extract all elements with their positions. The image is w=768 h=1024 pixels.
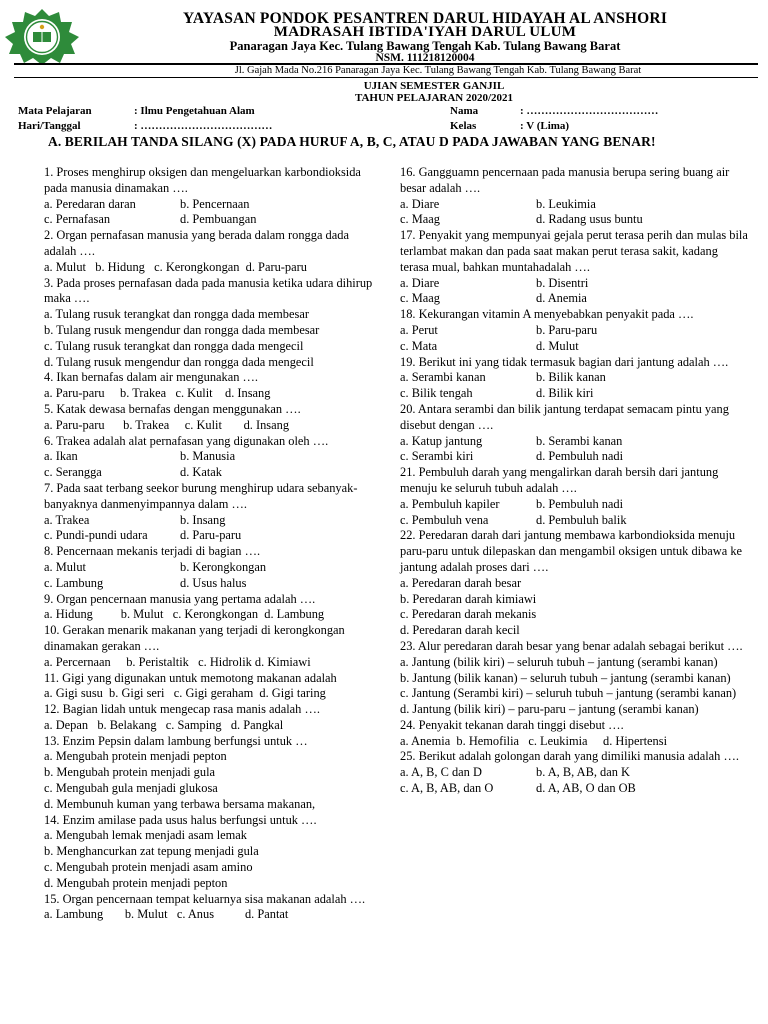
answer-option[interactable]: b. Pencernaan [180, 196, 250, 211]
answer-options [44, 513, 384, 545]
answer-option[interactable]: a. Mulut [44, 559, 86, 574]
answer-option[interactable]: b. Serambi kanan [536, 433, 623, 448]
question-text: 13. Enzim Pepsin dalam lambung berfungsi untuk … [44, 733, 308, 748]
question-item [400, 465, 748, 528]
question-item [44, 370, 384, 402]
answer-option[interactable]: d. Jantung (bilik kiri) – paru-paru – jantung (serambi kanan) [400, 702, 699, 717]
class-label: Kelas [450, 120, 477, 132]
answer-option[interactable]: c. Tulang rusuk terangkat dan rongga dada mengecil [44, 338, 304, 353]
answer-option[interactable]: d. Tulang rusuk mengendur dan rongga dada mengecil [44, 354, 314, 369]
answer-option[interactable]: a. Pembuluh kapiler [400, 496, 500, 511]
question-text: 3. Pada proses pernafasan dada pada manusia ketika udara dihirup maka …. [44, 275, 373, 306]
foundation-name: YAYASAN PONDOK PESANTREN DARUL HIDAYAH AL ANSHORI [182, 10, 668, 27]
answer-option[interactable]: a. Tulang rusuk terangkat dan rongga dada membesar [44, 307, 309, 322]
answer-options [44, 828, 384, 891]
answer-option[interactable]: a. Anemia b. Hemofilia c. Leukimia d. Hipertensi [400, 733, 668, 748]
instruction: A. BERILAH TANDA SILANG (X) PADA HURUF A, B, C, ATAU D PADA JAWABAN YANG BENAR! [48, 134, 656, 149]
question-text: 8. Pencernaan mekanis terjadi di bagian …. [44, 544, 261, 559]
answer-options [44, 686, 384, 702]
answer-option[interactable]: a. Perut [400, 322, 438, 337]
answer-option[interactable]: b. Menghancurkan zat tepung menjadi gula [44, 844, 259, 859]
answer-options [400, 276, 748, 308]
answer-option[interactable]: a. Hidung b. Mulut c. Kerongkongan d. Lambung [44, 607, 325, 622]
answer-option[interactable]: d. Anemia [536, 291, 587, 306]
answer-option[interactable]: c. Maag [400, 212, 440, 227]
answer-option[interactable]: a. Serambi kanan [400, 370, 486, 385]
answer-option[interactable]: a. Mulut b. Hidung c. Kerongkongan d. Paru-paru [44, 259, 307, 274]
answer-option[interactable]: a. Lambung b. Mulut c. Anus d. Pantat [44, 907, 289, 922]
answer-option[interactable]: d. Paru-paru [180, 528, 242, 543]
answer-option[interactable]: b. Paru-paru [536, 322, 598, 337]
answer-option[interactable]: d. Peredaran darah kecil [400, 623, 520, 638]
question-text: 4. Ikan bernafas dalam air mengunakan …. [44, 370, 258, 385]
answer-options [44, 386, 384, 402]
answer-option[interactable]: a. Katup jantung [400, 433, 483, 448]
answer-option[interactable]: a. Peredaran darah besar [400, 575, 522, 590]
answer-options [44, 418, 384, 434]
answer-option[interactable]: c. Jantung (Serambi kiri) – seluruh tubuh – jantung (serambi kanan) [400, 686, 737, 701]
answer-option[interactable]: d. Pembuluh nadi [536, 449, 624, 464]
subject-label: Mata Pelajaran [18, 105, 92, 117]
question-text: 22. Peredaran darah dari jantung membawa karbondioksida menuju paru-paru untuk dilepaskan dan mengambil oksigen untuk dibawa ke jantung adalah proses dari …. [400, 528, 743, 574]
exam-title: UJIAN SEMESTER GANJIL [363, 80, 505, 92]
answer-options [400, 765, 748, 797]
question-item [44, 544, 384, 591]
answer-option[interactable]: d. Bilik kiri [536, 386, 594, 401]
class-value: : V (Lima) [520, 120, 570, 132]
answer-option[interactable]: a. A, B, C dan D [400, 765, 482, 780]
answer-options [44, 607, 384, 623]
question-text: 16. Gangguamn pencernaan pada manusia berupa sering buang air besar adalah …. [400, 165, 730, 195]
answer-options [44, 749, 384, 812]
answer-options [400, 197, 748, 229]
answer-option[interactable]: d. Radang usus buntu [536, 212, 643, 227]
answer-option[interactable]: d. Katak [180, 465, 222, 480]
answer-option[interactable]: a. Mengubah lemak menjadi asam lemak [44, 828, 247, 843]
answer-options [44, 560, 384, 592]
answer-option[interactable]: b. Insang [180, 512, 226, 527]
answer-option[interactable]: c. Mata [400, 338, 438, 353]
address-divider [14, 77, 758, 78]
question-item [44, 402, 384, 434]
question-text: 23. Alur peredaran darah besar yang benar adalah sebagai berikut …. [400, 638, 743, 653]
name-field[interactable]: : ……………………………… [520, 105, 659, 117]
answer-option[interactable]: a. Gigi susu b. Gigi seri c. Gigi geraham d. Gigi taring [44, 686, 326, 701]
question-text: 24. Penyakit tekanan darah tinggi disebut …. [400, 717, 624, 732]
answer-options [400, 497, 748, 529]
answer-option[interactable]: c. Mengubah protein menjadi asam amino [44, 860, 253, 875]
question-column-right [400, 165, 748, 797]
question-item [400, 165, 748, 228]
question-text: 19. Berikut ini yang tidak termasuk bagian dari jantung adalah …. [400, 354, 729, 369]
question-item [400, 402, 748, 465]
subject-value: : Ilmu Pengetahuan Alam [134, 105, 255, 117]
school-nsm: NSM. 111218120004 [375, 52, 475, 64]
question-item [400, 307, 748, 354]
question-text: 7. Pada saat terbang seekor burung menghirup udara sebanyak-banyaknya danmenyimpannya dalam …. [44, 480, 358, 511]
answer-option[interactable]: a. Diare [400, 275, 440, 290]
answer-option[interactable]: a. Peredaran daran [44, 196, 136, 211]
answer-option[interactable]: d. Pembuangan [180, 212, 257, 227]
answer-option[interactable]: b. Peredaran darah kimiawi [400, 591, 537, 606]
school-location: Panaragan Jaya Kec. Tulang Bawang Tengah Kab. Tulang Bawang Barat [229, 39, 621, 53]
answer-option[interactable]: b. Leukimia [536, 196, 596, 211]
answer-option[interactable]: a. Paru-paru b. Trakea c. Kulit d. Insang [44, 417, 290, 432]
answer-options [44, 260, 384, 276]
question-item [44, 734, 384, 813]
question-column-left [44, 165, 384, 923]
question-text: 21. Pembuluh darah yang mengalirkan darah bersih dari jantung menuju ke seluruh tubuh adalah …. [400, 465, 719, 495]
question-item [44, 228, 384, 275]
answer-option[interactable]: b. Pembuluh nadi [536, 496, 624, 511]
question-item [44, 276, 384, 371]
question-text: 11. Gigi yang digunakan untuk memotong makanan adalah [44, 670, 337, 685]
answer-option[interactable]: d. Membunuh kuman yang terbawa bersama makanan, [44, 796, 316, 811]
answer-options [44, 449, 384, 481]
question-text: 15. Organ pencernaan tempat keluarnya sisa makanan adalah …. [44, 891, 366, 906]
question-item [44, 702, 384, 734]
answer-options [400, 434, 748, 466]
question-text: 25. Berikut adalah golongan darah yang dimiliki manusia adalah …. [400, 749, 739, 764]
answer-option[interactable]: a. Ikan [44, 449, 78, 464]
answer-option[interactable]: a. Diare [400, 196, 440, 211]
answer-option[interactable]: a. Jantung (bilik kiri) – seluruh tubuh – jantung (serambi kanan) [400, 654, 718, 669]
question-text: 20. Antara serambi dan bilik jantung terdapat semacam pintu yang disebut dengan …. [400, 401, 729, 432]
question-item [44, 434, 384, 481]
answer-options [400, 576, 748, 639]
answer-option[interactable]: b. Jantung (bilik kanan) – seluruh tubuh – jantung (serambi kanan) [400, 670, 731, 685]
answer-option[interactable]: b. Kerongkongan [180, 559, 267, 574]
question-text: 2. Organ pernafasan manusia yang berada dalam rongga dada adalah …. [44, 228, 349, 258]
exam-year: TAHUN PELAJARAN 2020/2021 [354, 92, 514, 104]
answer-option[interactable]: c. Mengubah gula menjadi glukosa [44, 781, 218, 796]
question-text: 14. Enzim amilase pada usus halus berfungsi untuk …. [44, 812, 317, 827]
answer-option[interactable]: c. Maag [400, 291, 440, 306]
question-text: 9. Organ pencernaan manusia yang pertama adalah …. [44, 591, 316, 606]
question-item [400, 528, 748, 639]
date-label: Hari/Tanggal [18, 120, 81, 132]
question-text: 12. Bagian lidah untuk mengecap rasa manis adalah …. [44, 702, 320, 717]
answer-option[interactable]: c. Bilik tengah [400, 386, 473, 401]
answer-option[interactable]: b. Tulang rusuk mengendur dan rongga dada membesar [44, 322, 320, 337]
answer-option[interactable]: d. Mengubah protein menjadi pepton [44, 875, 228, 890]
answer-option[interactable]: d. A, AB, O dan OB [536, 781, 636, 796]
answer-options [44, 307, 384, 370]
answer-option[interactable]: c. Serambi kiri [400, 449, 474, 464]
answer-option[interactable]: b. A, B, AB, dan K [536, 765, 630, 780]
answer-options [400, 370, 748, 402]
question-item [400, 749, 748, 796]
answer-options [400, 734, 748, 750]
question-item [400, 228, 748, 307]
answer-option[interactable]: c. Serangga [44, 465, 102, 480]
answer-option[interactable]: a. Depan b. Belakang c. Samping d. Pangkal [44, 717, 284, 732]
answer-option[interactable]: d. Usus halus [180, 575, 247, 590]
answer-options [400, 323, 748, 355]
school-address: Jl. Gajah Mada No.216 Panaragan Jaya Kec. Tulang Bawang Tengah Kab. Tulang Bawang Barat [234, 65, 642, 76]
answer-option[interactable]: c. Pernafasan [44, 212, 111, 227]
answer-option[interactable]: c. Pundi-pundi udara [44, 528, 148, 543]
question-item [44, 623, 384, 670]
question-item [44, 671, 384, 703]
question-text: 17. Penyakit yang mempunyai gejala perut terasa perih dan mulas bila terlambat makan dan pada saat makan perut terasa sakit, kadang terasa mual, bahkan muntahadalah …. [400, 228, 748, 274]
school-logo [2, 8, 82, 66]
answer-option[interactable]: b. Manusia [180, 449, 236, 464]
question-text: 18. Kekurangan vitamin A menyebabkan penyakit pada …. [400, 307, 694, 322]
question-text: 10. Gerakan menarik makanan yang terjadi di kerongkongan dinamakan gerakan …. [44, 623, 345, 653]
answer-option[interactable]: a. Paru-paru b. Trakea c. Kulit d. Insang [44, 386, 271, 401]
answer-option[interactable]: a. Trakea [44, 512, 90, 527]
question-item [44, 892, 384, 924]
answer-option[interactable]: c. Pembuluh vena [400, 512, 489, 527]
answer-option[interactable]: b. Bilik kanan [536, 370, 606, 385]
question-text: 6. Trakea adalah alat pernafasan yang digunakan oleh …. [44, 433, 329, 448]
question-item [44, 481, 384, 544]
answer-option[interactable]: b. Disentri [536, 275, 589, 290]
answer-options [44, 718, 384, 734]
answer-options [44, 197, 384, 229]
answer-option[interactable]: c. Lambung [44, 575, 104, 590]
question-item [400, 639, 748, 718]
name-label: Nama [450, 105, 479, 117]
answer-option[interactable]: c. A, B, AB, dan O [400, 781, 494, 796]
question-item [44, 813, 384, 892]
answer-option[interactable]: c. Peredaran darah mekanis [400, 607, 537, 622]
question-item [400, 355, 748, 402]
answer-options [400, 655, 748, 718]
question-text: 5. Katak dewasa bernafas dengan menggunakan …. [44, 401, 301, 416]
question-item [44, 165, 384, 228]
question-item [44, 592, 384, 624]
question-text: 1. Proses menghirup oksigen dan mengeluarkan karbondioksida pada manusia dinamakan …. [44, 165, 361, 195]
answer-option[interactable]: a. Percernaan b. Peristaltik c. Hidrolik d. Kimiawi [44, 654, 311, 669]
answer-option[interactable]: b. Mengubah protein menjadi gula [44, 765, 216, 780]
date-field[interactable]: : ……………………………… [134, 120, 273, 132]
school-name: MADRASAH IBTIDA'IYAH DARUL ULUM [273, 24, 577, 40]
answer-option[interactable]: d. Mulut [536, 338, 579, 353]
answer-option[interactable]: d. Pembuluh balik [536, 512, 627, 527]
answer-options [44, 655, 384, 671]
answer-options [44, 907, 384, 923]
answer-option[interactable]: a. Mengubah protein menjadi pepton [44, 749, 227, 764]
question-item [400, 718, 748, 750]
